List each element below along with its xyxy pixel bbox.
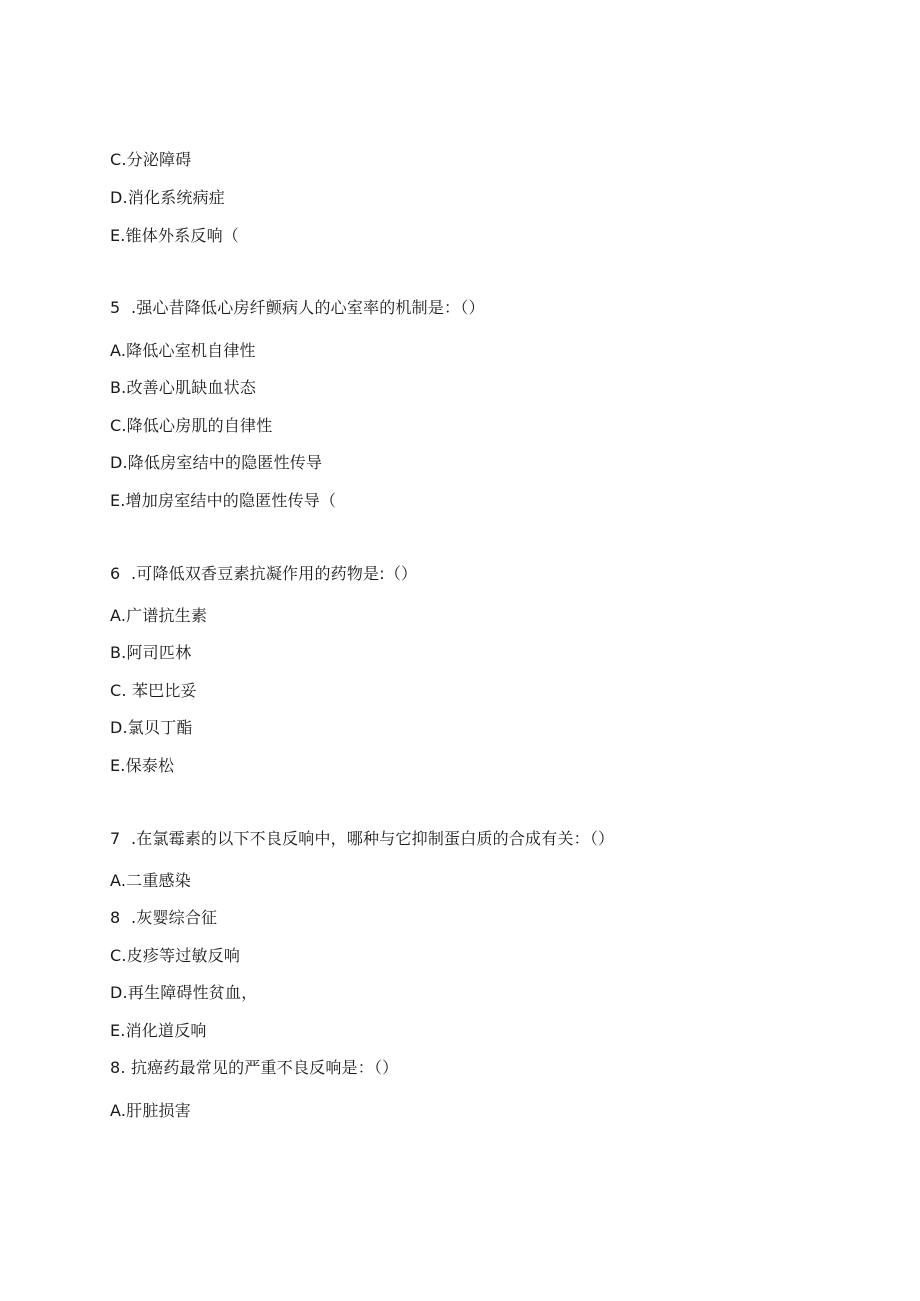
option-c-q6: C. 苯巴比妥: [110, 681, 197, 700]
option-a-q6: A.广谱抗生素: [110, 606, 208, 625]
option-b-q7: 8 .灰婴综合征: [110, 908, 218, 927]
option-a-q7: A.二重感染: [110, 871, 191, 890]
option-e-q5: E.增加房室结中的隐匿性传导（: [110, 491, 337, 510]
option-b-q5: B.改善心肌缺血状态: [110, 378, 257, 397]
option-d-q6: D.氯贝丁酯: [110, 718, 193, 737]
question-7: 7 .在氯霉素的以下不良反响中，哪种与它抑制蛋白质的合成有关：（）: [110, 829, 615, 848]
option-e-q7: E.消化道反响: [110, 1021, 207, 1040]
option-d-q7: D.再生障碍性贫血，: [110, 983, 258, 1002]
question-5: 5 .强心昔降低心房纤颤病人的心室率的机制是：（）: [110, 298, 485, 317]
question-6: 6 .可降低双香豆素抗凝作用的药物是:（）: [110, 564, 418, 583]
option-b-q6: B.阿司匹林: [110, 643, 192, 662]
option-e-q6: E.保泰松: [110, 756, 175, 775]
option-d-q4: D.消化系统病症: [110, 188, 226, 207]
option-c-q5: C.降低心房肌的自律性: [110, 416, 273, 435]
option-a-q8: A.肝脏损害: [110, 1101, 191, 1120]
question-8: 8. 抗癌药最常见的严重不良反响是：（）: [110, 1058, 399, 1077]
option-e-q4: E.锥体外系反响（: [110, 226, 239, 245]
option-c-q7: C.皮疹等过敏反响: [110, 946, 241, 965]
option-c-q4: C.分泌障碍: [110, 150, 192, 169]
option-a-q5: A.降低心室机自律性: [110, 341, 256, 360]
option-d-q5: D.降低房室结中的隐匿性传导: [110, 453, 323, 472]
